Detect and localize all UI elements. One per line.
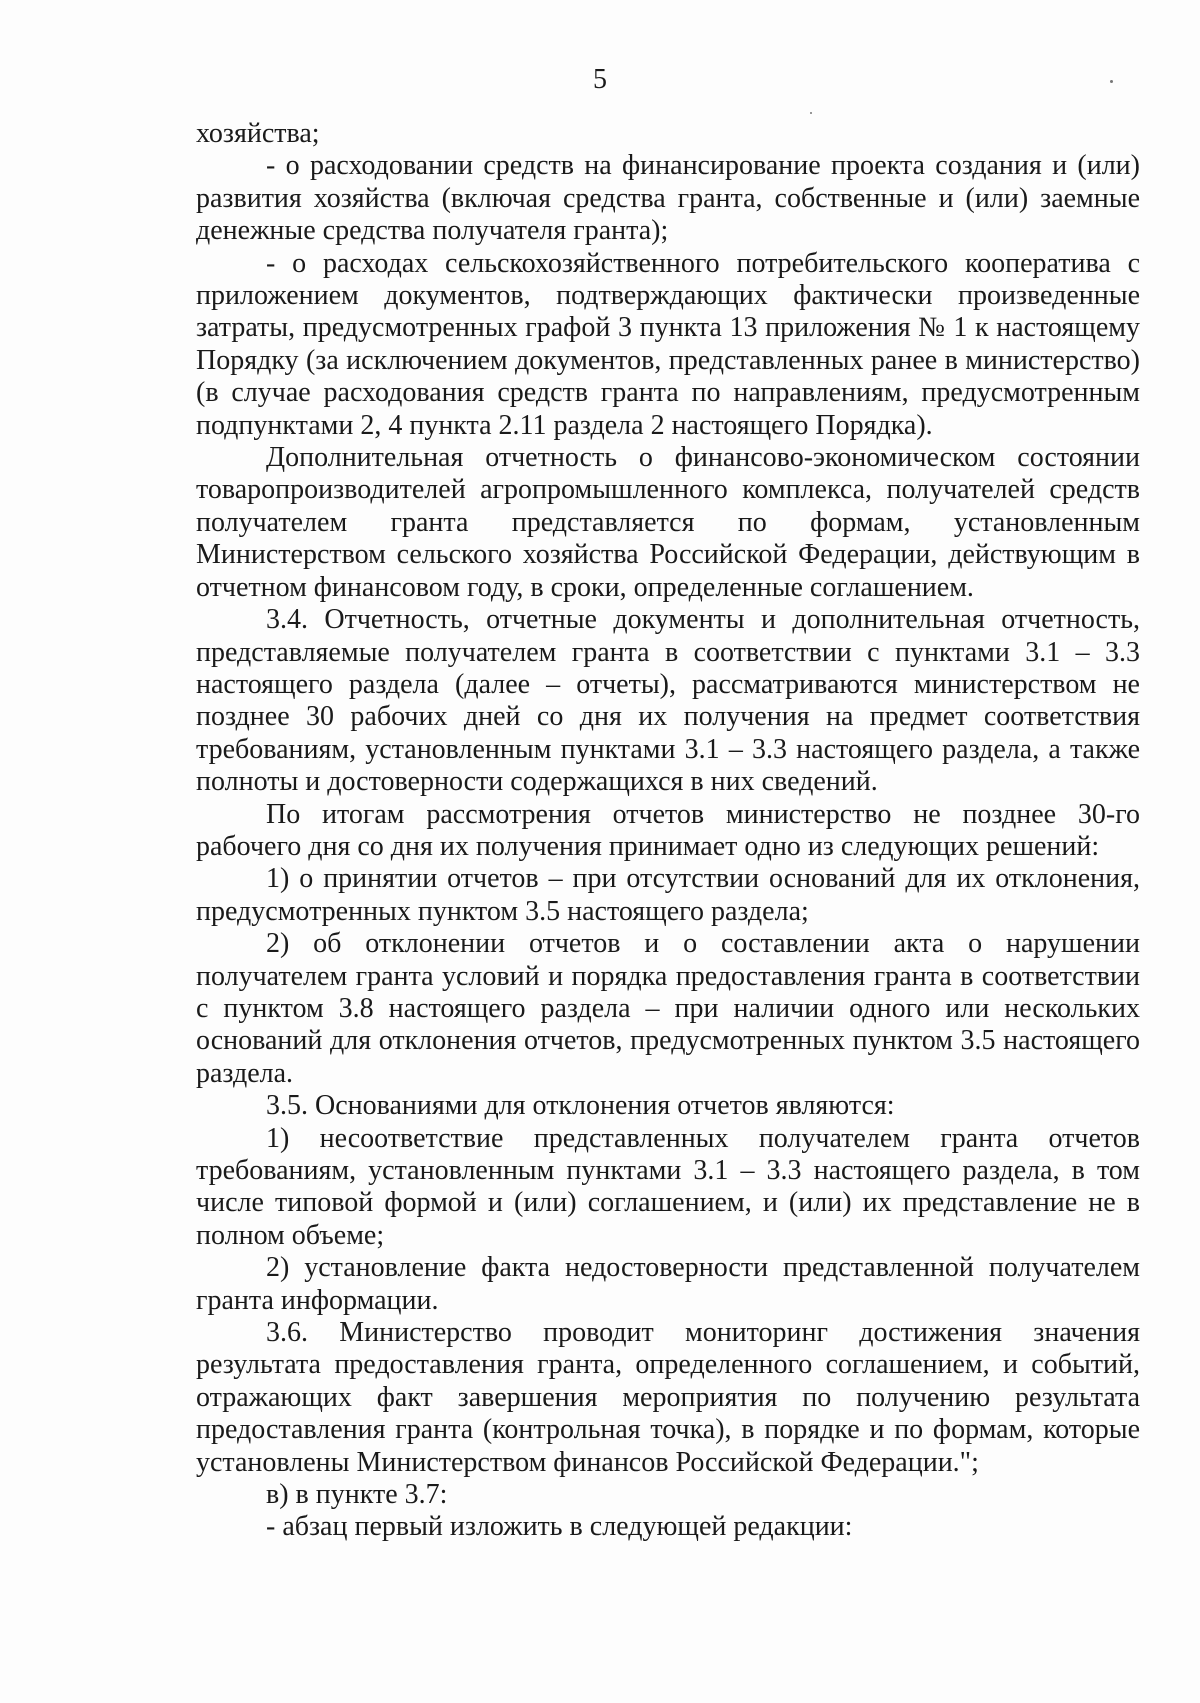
paragraph: хозяйства; [196, 118, 320, 149]
paragraph: - о расходах сельскохозяйственного потребительского кооператива с приложением документов, подтверждающих фактически произведенные затраты, предусмотренных графой 3 пункта 13 приложения № 1 к настоящему Порядку (за исключением документов, представленных ранее в министерство) (в случае расходования средств гранта по направлениям, предусмотренным подпунктами 2, 4 пункта 2.11 раздела 2 настоящего Порядка). [196, 247, 1140, 441]
paragraph: 2) об отклонении отчетов и о составлении акта о нарушении получателем гранта условий и порядка предоставления гранта в соответствии с пунктом 3.8 настоящего раздела – при наличии одного или нескольких оснований для отклонения отчетов, предусмотренных пунктом 3.5 настоящего раздела. [196, 928, 1140, 1089]
paragraph: 2) установление факта недостоверности представленной получателем гранта информации. [196, 1252, 1140, 1316]
paragraph: Дополнительная отчетность о финансово-экономическом состоянии товаропроизводителей агропромышленного комплекса, получателей средств получателем гранта представляется по формам, установленным Министерством сельского хозяйства Российской Федерации, действующим в отчетном финансовом году, в сроки, определенные соглашением. [196, 442, 1140, 603]
scan-speck [810, 112, 812, 114]
paragraph: 1) о принятии отчетов – при отсутствии оснований для их отклонения, предусмотренных пунктом 3.5 настоящего раздела; [196, 863, 1140, 927]
scan-speck [1110, 80, 1113, 83]
page-number: 5 [593, 64, 607, 95]
paragraph: в) в пункте 3.7: [266, 1479, 448, 1511]
document-body [196, 118, 1140, 1544]
paragraph: - о расходовании средств на финансирование проекта создания и (или) развития хозяйства (включая средства гранта, собственные и (или) заемные денежные средства получателя гранта); [196, 150, 1140, 247]
paragraph: 3.6. Министерство проводит мониторинг достижения значения результата предоставления гранта, определенного соглашением, и событий, отражающих факт завершения мероприятия по получению результата предоставления гранта (контрольная точка), в порядке и по формам, которые установлены Министерством финансов Российской Федерации."; [196, 1317, 1140, 1478]
paragraph: 3.5. Основаниями для отклонения отчетов являются: [266, 1090, 895, 1122]
paragraph: - абзац первый изложить в следующей редакции: [266, 1511, 853, 1543]
paragraph: По итогам рассмотрения отчетов министерство не позднее 30-го рабочего дня со дня их получения принимает одно из следующих решений: [196, 798, 1140, 862]
paragraph: 3.4. Отчетность, отчетные документы и дополнительная отчетность, представляемые получателем гранта в соответствии с пунктами 3.1 – 3.3 настоящего раздела (далее – отчеты), рассматриваются министерством не позднее 30 рабочих дней со дня их получения на предмет соответствия требованиям, установленным пунктами 3.1 – 3.3 настоящего раздела, а также полноты и достоверности содержащихся в них сведений. [196, 604, 1140, 798]
paragraph: 1) несоответствие представленных получателем гранта отчетов требованиям, установленным пунктами 3.1 – 3.3 настоящего раздела, в том числе типовой формой и (или) соглашением, и (или) их представление не в полном объеме; [196, 1122, 1140, 1251]
